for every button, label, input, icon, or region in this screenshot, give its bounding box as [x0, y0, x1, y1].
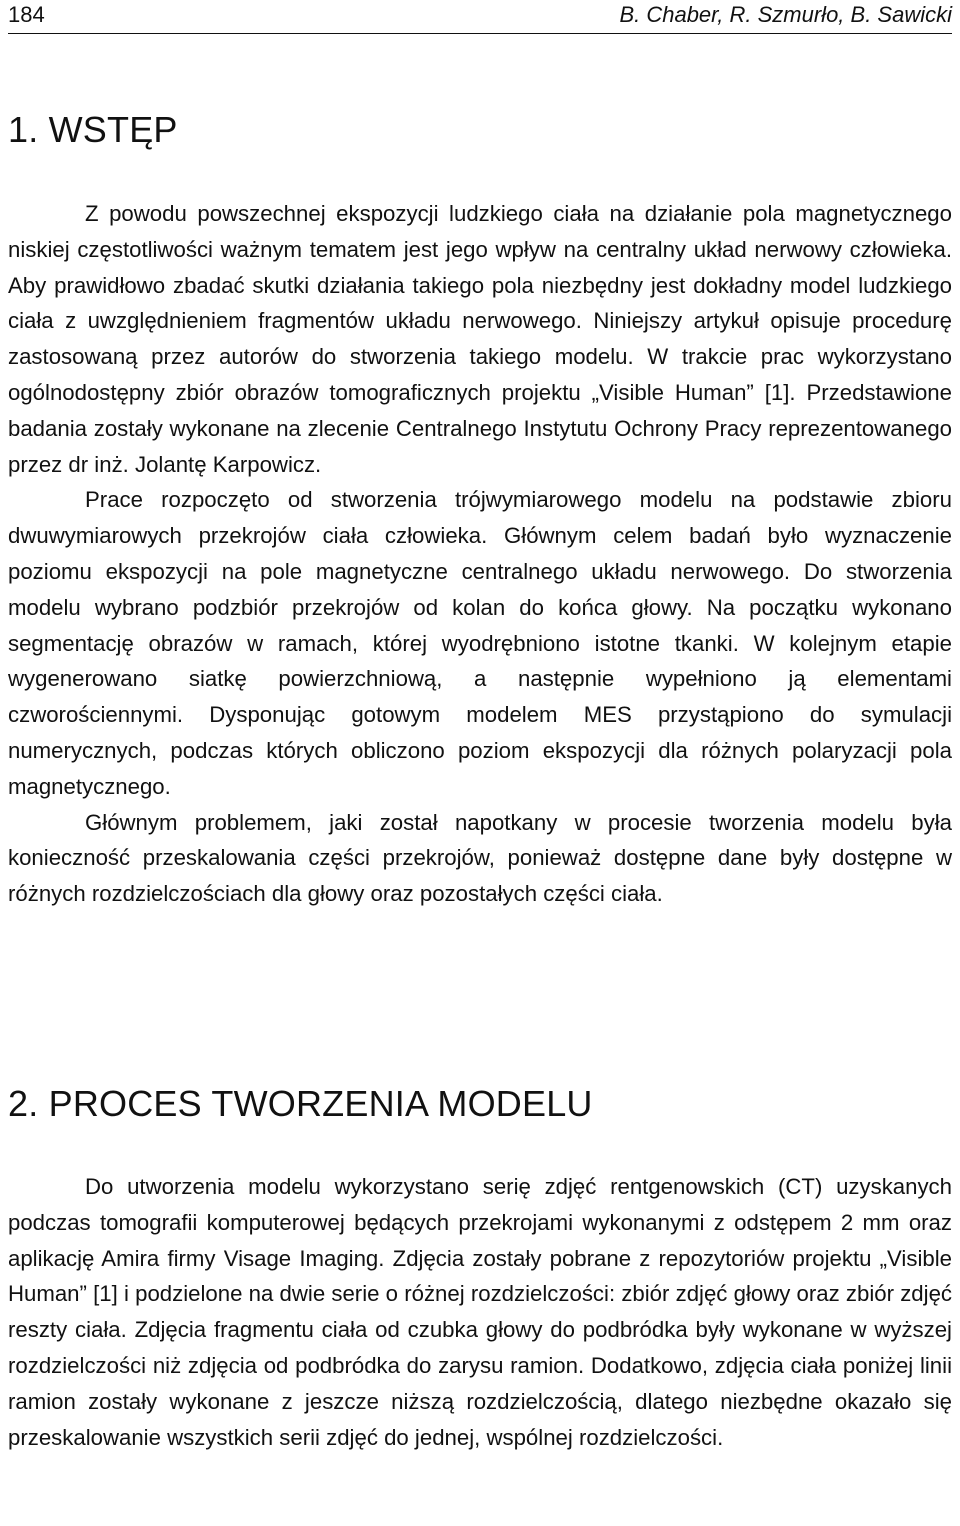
paragraph: Głównym problemem, jaki został napotkany w procesie tworzenia modelu była konieczność przeskalowania części przekrojów, ponieważ dostępne dane były dostępne w różnych rozdzielczościach dla głowy oraz pozostałych części ciała. [8, 809, 952, 907]
section-heading-introduction: 1. WSTĘP [8, 109, 178, 150]
section-2-body [8, 1169, 952, 1455]
paragraph: Prace rozpoczęto od stworzenia trójwymiarowego modelu na podstawie zbioru dwuwymiarowych przekrojów ciała człowieka. Głównym celem badań było wyznaczenie poziomu ekspozycji na pole magnetyczne centralnego układu nerwowego. Do stworzenia modelu wybrano podzbiór przekrojów od kolan do końca głowy. Na początku wykonano segmentację obrazów w ramach, której wyodrębniono istotne tkanki. W kolejnym etapie wygenerowano siatkę powierzchniową, a następnie wypełniono ją elementami czworościennymi. Dysponując gotowym modelem MES przystąpiono do symulacji numerycznych, podczas których obliczono poziom ekspozycji dla różnych polaryzacji pola magnetycznego. [8, 487, 952, 799]
paragraph: Z powodu powszechnej ekspozycji ludzkiego ciała na działanie pola magnetycznego niskiej częstotliwości ważnym tematem jest jego wpływ na centralny układ nerwowy człowieka. Aby prawidłowo zbadać skutki działania takiego pola niezbędny jest dokładny model ludzkiego ciała z uwzględnieniem fragmentów układu nerwowego. Niniejszy artykuł opisuje procedurę zastosowaną przez autorów do stworzenia takiego modelu. W trakcie prac wykorzystano ogólnodostępny zbiór obrazów tomograficznych projektu „Visible Human” [1]. Przedstawione badania zostały wykonane na zlecenie Centralnego Instytutu Ochrony Pracy reprezentowanego przez dr inż. Jolantę Karpowicz. [8, 201, 952, 477]
running-header-authors: B. Chaber, R. Szmurło, B. Sawicki [619, 2, 952, 27]
page-number: 184 [8, 2, 45, 27]
section-1-body [8, 196, 952, 912]
header-divider [8, 33, 952, 34]
section-1-heading-block [8, 108, 952, 152]
running-header [8, 0, 952, 30]
paragraph: Do utworzenia modelu wykorzystano serię zdjęć rentgenowskich (CT) uzyskanych podczas tomografii komputerowej będących przekrojami wykonanymi z odstępem 2 mm oraz aplikację Amira firmy Visage Imaging. Zdjęcia zostały pobrane z repozytoriów projektu „Visible Human” [1] i podzielone na dwie serie o różnej rozdzielczości: zbiór zdjęć głowy oraz zbiór zdjęć reszty ciała. Zdjęcia fragmentu ciała od czubka głowy do podbródka były wykonane w wyższej rozdzielczości niż zdjęcia od podbródka do zarysu ramion. Dodatkowo, zdjęcia ciała poniżej linii ramion zostały wykonane z jeszcze niższą rozdzielczością, dlatego niezbędne okazało się przeskalowanie wszystkich serii zdjęć do jednej, wspólnej rozdzielczości. [8, 1174, 952, 1450]
section-heading-model-creation: 2. PROCES TWORZENIA MODELU [8, 1083, 593, 1124]
section-2-heading-block [8, 1082, 952, 1126]
